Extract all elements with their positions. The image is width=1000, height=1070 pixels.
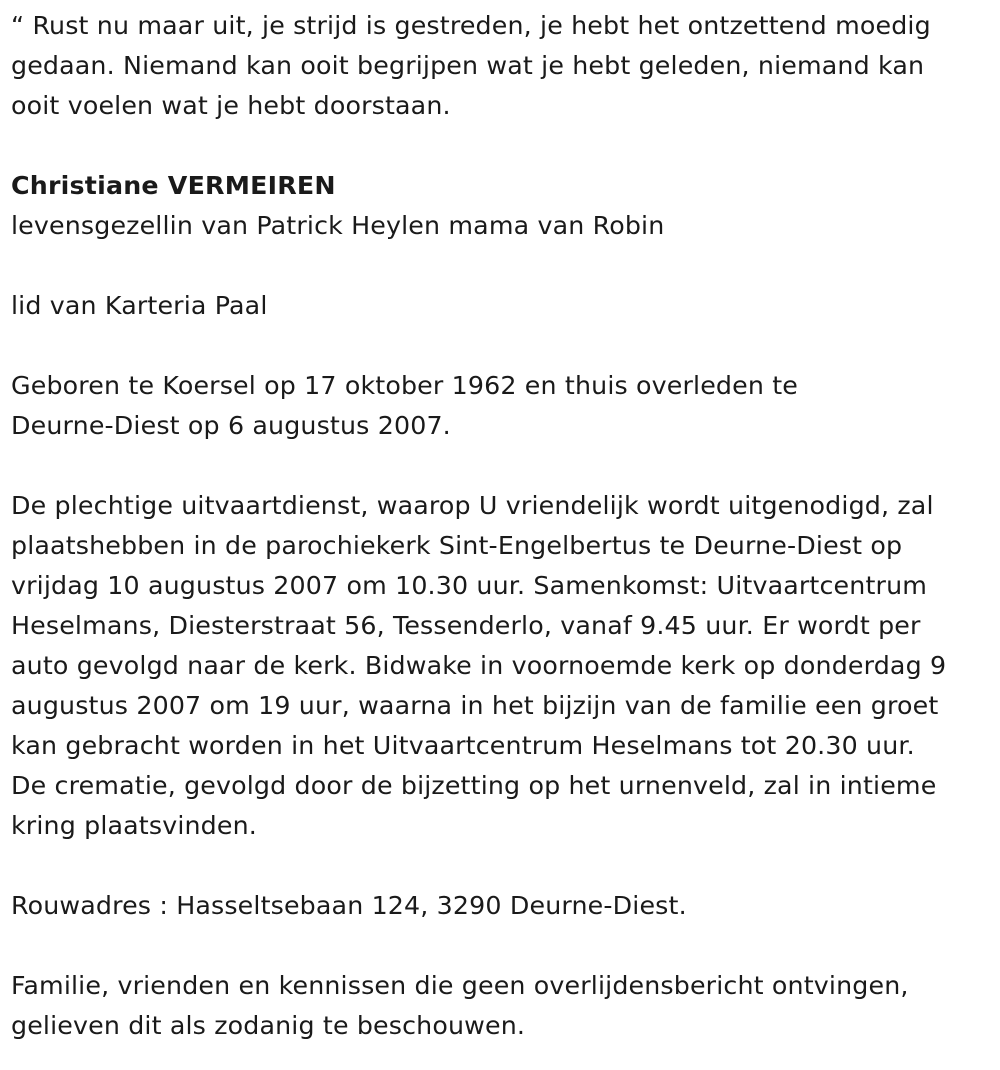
membership-paragraph bbox=[11, 286, 996, 326]
membership-line: lid van Karteria Paal bbox=[11, 291, 268, 320]
service-line: Heselmans, Diesterstraat 56, Tessenderlo, vanaf 9.45 uur. Er wordt per bbox=[11, 611, 921, 640]
service-line: auto gevolgd naar de kerk. Bidwake in voornoemde kerk op donderdag 9 bbox=[11, 651, 947, 680]
spacer bbox=[11, 126, 996, 166]
birth-death-line: Deurne-Diest op 6 augustus 2007. bbox=[11, 411, 451, 440]
service-paragraph bbox=[11, 486, 996, 846]
service-line: kring plaatsvinden. bbox=[11, 811, 257, 840]
spacer bbox=[11, 326, 996, 366]
service-line: De plechtige uitvaartdienst, waarop U vriendelijk wordt uitgenodigd, zal bbox=[11, 491, 934, 520]
birth-death-paragraph bbox=[11, 366, 996, 446]
service-line: vrijdag 10 augustus 2007 om 10.30 uur. Samenkomst: Uitvaartcentrum bbox=[11, 571, 928, 600]
quote-paragraph bbox=[11, 6, 996, 126]
notice-paragraph bbox=[11, 966, 996, 1046]
notice-line: gelieven dit als zodanig te beschouwen. bbox=[11, 1011, 526, 1040]
spacer bbox=[11, 446, 996, 486]
service-line: augustus 2007 om 19 uur, waarna in het bijzijn van de familie een groet bbox=[11, 691, 939, 720]
quote-line: gedaan. Niemand kan ooit begrijpen wat je hebt geleden, niemand kan bbox=[11, 51, 925, 80]
quote-line: “ Rust nu maar uit, je strijd is gestreden, je hebt het ontzettend moedig bbox=[11, 11, 931, 40]
birth-death-line: Geboren te Koersel op 17 oktober 1962 en thuis overleden te bbox=[11, 371, 799, 400]
relation-line: levensgezellin van Patrick Heylen mama van Robin bbox=[11, 211, 665, 240]
notice-line: Familie, vrienden en kennissen die geen overlijdensbericht ontvingen, bbox=[11, 971, 909, 1000]
spacer bbox=[11, 246, 996, 286]
service-line: De crematie, gevolgd door de bijzetting op het urnenveld, zal in intieme bbox=[11, 771, 937, 800]
service-line: plaatshebben in de parochiekerk Sint-Engelbertus te Deurne-Diest op bbox=[11, 531, 903, 560]
service-line: kan gebracht worden in het Uitvaartcentrum Heselmans tot 20.30 uur. bbox=[11, 731, 915, 760]
deceased-name: Christiane VERMEIREN bbox=[11, 171, 336, 200]
deceased-section bbox=[11, 166, 996, 246]
spacer bbox=[11, 926, 996, 966]
spacer bbox=[11, 846, 996, 886]
quote-line: ooit voelen wat je hebt doorstaan. bbox=[11, 91, 451, 120]
address-paragraph bbox=[11, 886, 996, 926]
obituary-page bbox=[11, 6, 996, 1046]
mourning-address: Rouwadres : Hasseltsebaan 124, 3290 Deurne-Diest. bbox=[11, 891, 687, 920]
